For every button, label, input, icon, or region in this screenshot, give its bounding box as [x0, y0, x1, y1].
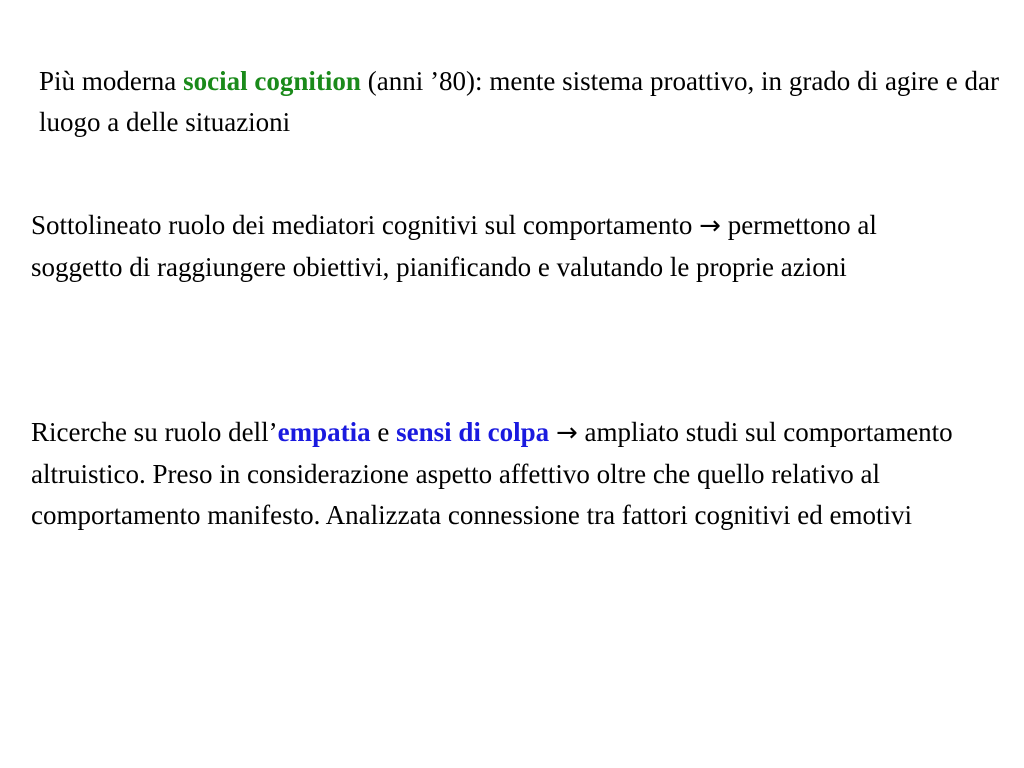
- paragraph-mediatori-cognitivi: [31, 205, 971, 288]
- paragraph2-post: permettono al soggetto di raggiungere obiettivi, pianificando e valutando le proprie azioni: [31, 210, 877, 282]
- right-arrow-icon: →: [699, 211, 721, 241]
- paragraph3-post: ampliato studi sul comportamento altruistico. Preso in considerazione aspetto affettivo oltre che quello relativo al comportamento manifesto. Analizzata connessione tra fattori cognitivi ed emotivi: [31, 417, 953, 530]
- paragraph1-post: (anni ’80): mente sistema proattivo, in grado di agire e dar luogo a delle situazioni: [39, 66, 999, 137]
- sensi-di-colpa-highlight: sensi di colpa: [396, 417, 550, 447]
- paragraph3-pre: Ricerche su ruolo dell’: [31, 417, 278, 447]
- social-cognition-highlight: social cognition: [183, 66, 361, 96]
- paragraph1-pre: Più moderna: [39, 66, 184, 96]
- paragraph2-pre: Sottolineato ruolo dei mediatori cognitivi sul comportamento: [31, 210, 700, 240]
- right-arrow-icon: →: [555, 418, 578, 448]
- paragraph-empatia: [31, 412, 991, 536]
- paragraph3-mid: e: [370, 417, 397, 447]
- empatia-highlight: empatia: [277, 417, 371, 447]
- paragraph-social-cognition: [39, 61, 999, 143]
